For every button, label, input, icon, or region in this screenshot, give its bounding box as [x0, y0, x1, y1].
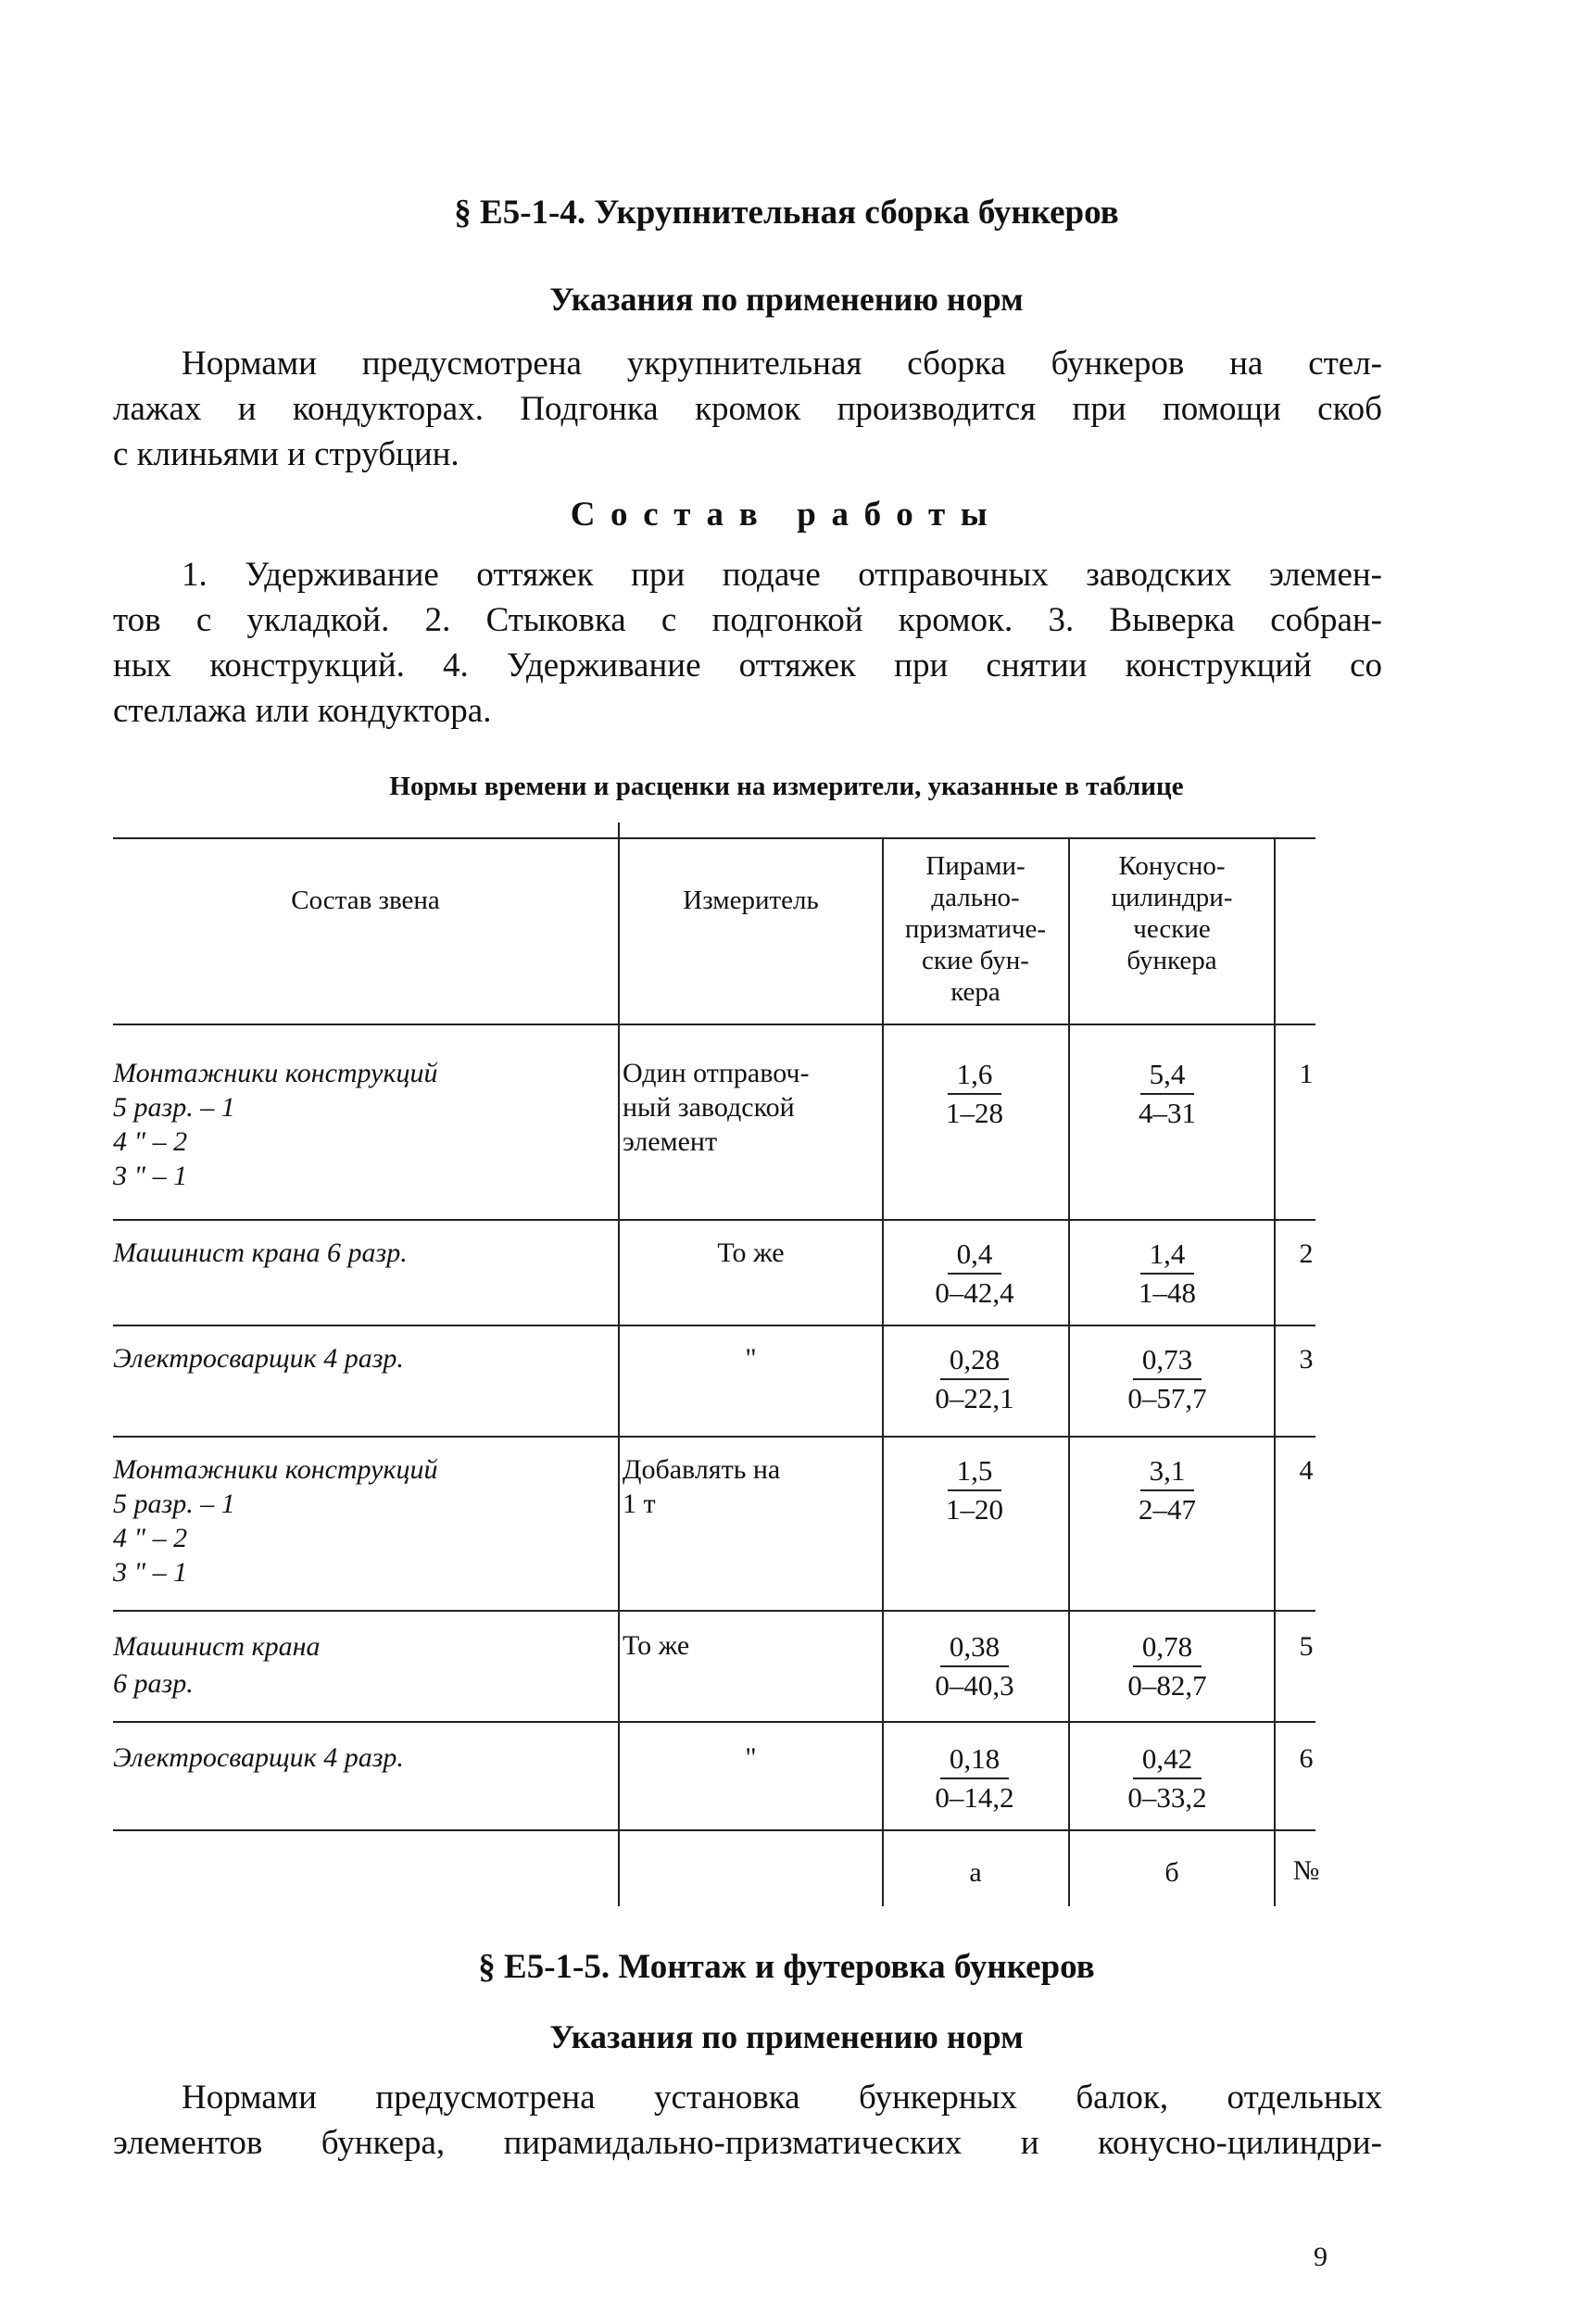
crew-line: Электросварщик 4 разр. — [113, 1742, 404, 1773]
header-pyramidal — [884, 850, 1067, 1008]
norm-pyramidal — [887, 1341, 1063, 1417]
time-norm: 0,4 — [948, 1236, 1002, 1275]
instructions-heading: Указания по применению норм — [549, 2018, 1024, 2055]
crew-line: 4 " – 2 — [113, 1523, 188, 1553]
work-paragraph — [113, 552, 1382, 734]
work-heading: Состав работы — [570, 496, 1003, 534]
meter-cell — [620, 1740, 882, 1775]
header-line: Конусно- — [1118, 851, 1226, 881]
meter-cell — [623, 1056, 810, 1159]
row-number: 3 — [1299, 1344, 1314, 1375]
crew-line: 5 разр. – 1 — [113, 1489, 235, 1519]
crew-line: Машинист крана — [113, 1631, 321, 1662]
norm-conical — [1079, 1628, 1255, 1704]
price: 0–82,7 — [1127, 1669, 1207, 1702]
meter-line: Один отправоч- — [623, 1058, 810, 1088]
norm-conical — [1079, 1740, 1255, 1816]
table-rule — [113, 1436, 1315, 1438]
norm-pyramidal — [887, 1236, 1063, 1312]
meter-line: элемент — [623, 1126, 718, 1157]
norm-conical — [1079, 1236, 1255, 1312]
time-norm: 1,4 — [1140, 1236, 1195, 1275]
meter-cell — [620, 1341, 882, 1376]
paragraph-line: тов с укладкой. 2. Стыковка с подгонкой кромок. 3. Выверка собран- — [113, 601, 1382, 639]
meter-cell — [623, 1628, 689, 1663]
crew-line: Электросварщик 4 разр. — [113, 1343, 404, 1374]
norm-pyramidal — [887, 1628, 1063, 1704]
header-crew: Состав звена — [291, 886, 440, 915]
price: 2–47 — [1139, 1493, 1196, 1526]
header-conical — [1070, 850, 1274, 976]
table-rule — [1068, 837, 1070, 1906]
meter-line: Добавлять на — [623, 1454, 781, 1485]
paragraph-line: элементов бункера, пирамидально-призматических и конусно-цилиндри- — [113, 2124, 1382, 2162]
header-line: ские бун- — [922, 946, 1029, 975]
crew-line: Монтажники конструкций — [113, 1058, 438, 1088]
paragraph-line: лажах и кондукторах. Подгонка кромок производится при помощи скоб — [113, 390, 1382, 428]
table-rule — [113, 1829, 1315, 1831]
crew-line: 4 " – 2 — [113, 1126, 188, 1157]
table-caption: Нормы времени и расценки на измерители, указанные в таблице — [389, 772, 1184, 801]
crew-line: 5 разр. – 1 — [113, 1092, 235, 1123]
row-number: 4 — [1299, 1455, 1314, 1486]
header-line: бункера — [1126, 946, 1217, 975]
price: 0–57,7 — [1127, 1382, 1207, 1414]
crew-line: Монтажники конструкций — [113, 1454, 438, 1485]
crew-line: 3 " – 1 — [113, 1161, 188, 1191]
instructions-paragraph — [113, 341, 1382, 477]
header-line: дально- — [931, 883, 1020, 912]
table-rule — [113, 837, 1315, 839]
crew-cell — [113, 1452, 438, 1589]
table-rule — [113, 1219, 1315, 1221]
price: 0–42,4 — [935, 1276, 1014, 1309]
price: 1–28 — [946, 1097, 1003, 1129]
meter-line: " — [745, 1742, 757, 1773]
instructions-heading: Указания по применению норм — [549, 281, 1024, 318]
header-line: призматиче- — [904, 914, 1047, 944]
norm-conical — [1079, 1341, 1255, 1417]
time-norm: 1,6 — [948, 1056, 1002, 1095]
header-meter: Измеритель — [683, 886, 819, 915]
paragraph-line: Нормами предусмотрена укрупнительная сборка бункеров на стел- — [182, 345, 1382, 383]
price: 0–40,3 — [935, 1669, 1014, 1702]
crew-cell — [113, 1341, 404, 1376]
row-number: 5 — [1299, 1631, 1314, 1662]
header-line: кера — [950, 977, 1000, 1007]
table-rule — [1274, 837, 1276, 1906]
norm-pyramidal — [887, 1740, 1063, 1816]
meter-line: ный заводской — [623, 1092, 795, 1123]
norm-conical — [1079, 1452, 1255, 1528]
row-number: 6 — [1299, 1743, 1314, 1774]
price: 1–20 — [946, 1493, 1003, 1526]
time-norm: 0,73 — [1133, 1341, 1202, 1380]
price: 0–22,1 — [935, 1382, 1014, 1414]
price: 0–33,2 — [1127, 1781, 1207, 1814]
row-number: 1 — [1299, 1059, 1314, 1089]
section-title: § Е5-1-4. Укрупнительная сборка бункеров — [454, 194, 1119, 232]
header-line: Пирами- — [925, 851, 1026, 881]
paragraph-line: 1. Удерживание оттяжек при подаче отправочных заводских элемен- — [182, 556, 1382, 594]
norm-pyramidal — [887, 1452, 1063, 1528]
time-norm: 3,1 — [1140, 1452, 1195, 1491]
footer-number-sign: № — [1292, 1855, 1320, 1886]
time-norm: 0,78 — [1133, 1628, 1202, 1667]
time-norm: 1,5 — [948, 1452, 1002, 1491]
table-rule — [113, 1024, 1315, 1025]
time-norm: 0,28 — [940, 1341, 1009, 1380]
crew-line: 6 разр. — [113, 1668, 194, 1699]
meter-cell — [620, 1236, 882, 1270]
meter-cell — [623, 1452, 780, 1521]
norm-pyramidal — [887, 1056, 1063, 1132]
time-norm: 0,38 — [940, 1628, 1009, 1667]
meter-line: " — [745, 1343, 757, 1374]
paragraph-line: стеллажа или кондуктора. — [113, 692, 492, 730]
paragraph-line: ных конструкций. 4. Удерживание оттяжек при снятии конструкций со — [113, 647, 1382, 685]
paragraph-line: с клиньями и струбцин. — [113, 435, 459, 473]
price: 4–31 — [1139, 1097, 1196, 1129]
time-norm: 0,42 — [1133, 1740, 1202, 1779]
header-line: ческие — [1133, 914, 1211, 944]
footer-col-a: а — [969, 1857, 982, 1888]
meter-line: 1 т — [623, 1489, 656, 1519]
page-number: 9 — [1314, 2242, 1328, 2272]
meter-line: То же — [717, 1237, 785, 1268]
crew-line: Машинист крана 6 разр. — [113, 1237, 408, 1268]
row-number: 2 — [1299, 1238, 1314, 1269]
header-line: цилиндри- — [1111, 883, 1233, 912]
footer-col-b: б — [1164, 1857, 1179, 1888]
time-norm: 5,4 — [1140, 1056, 1195, 1095]
time-norm: 0,18 — [940, 1740, 1009, 1779]
crew-cell — [113, 1056, 438, 1193]
meter-line: То же — [623, 1630, 690, 1661]
section-title: § Е5-1-5. Монтаж и футеровка бункеров — [478, 1948, 1095, 1986]
price: 0–14,2 — [935, 1781, 1014, 1814]
price: 1–48 — [1139, 1276, 1196, 1309]
crew-line: 3 " – 1 — [113, 1557, 188, 1588]
table-rule — [113, 1610, 1315, 1612]
crew-cell — [113, 1740, 404, 1775]
paragraph-line: Нормами предусмотрена установка бункерных балок, отдельных — [182, 2079, 1382, 2117]
instructions-paragraph — [113, 2075, 1382, 2166]
table-rule — [113, 1721, 1315, 1723]
table-rule — [113, 1325, 1315, 1326]
crew-cell — [113, 1236, 408, 1270]
norm-conical — [1079, 1056, 1255, 1132]
crew-cell — [113, 1628, 321, 1702]
